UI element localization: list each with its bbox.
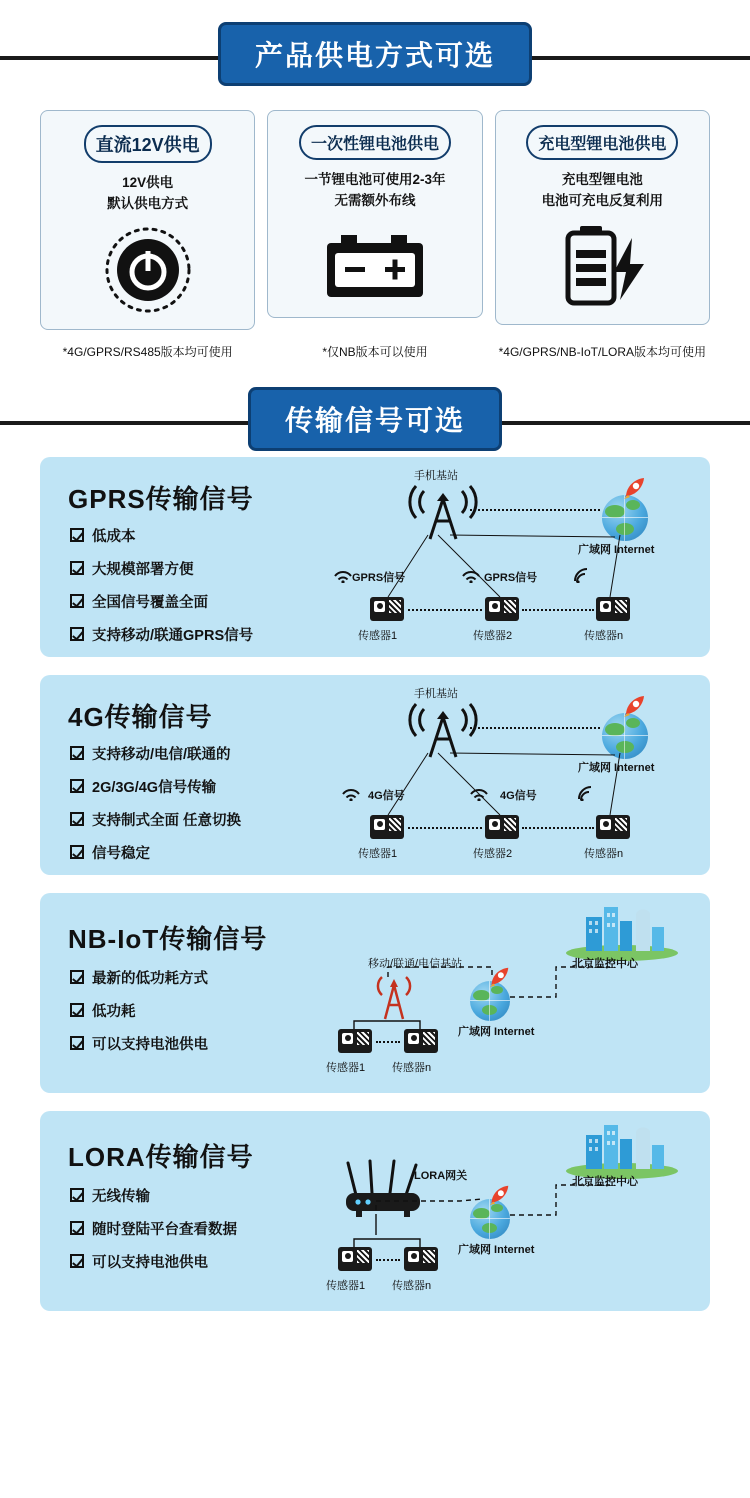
signal-feature-list (70, 967, 208, 1066)
center-label: 北京监控中心 (572, 957, 638, 970)
sensor-icon (338, 1247, 372, 1271)
sensor-icon (338, 1029, 372, 1053)
sensor-icon (404, 1247, 438, 1271)
power-card-primary-lithium (267, 110, 482, 318)
sensor-label: 传感器n (392, 1279, 432, 1292)
list-item (70, 842, 241, 863)
sensor-icon (596, 815, 630, 839)
sensor-label: 传感器1 (326, 1061, 366, 1074)
signal-feature-list (70, 743, 241, 875)
list-item (70, 776, 241, 797)
signal-card-gprs (40, 457, 710, 657)
power-desc-line2: 电池可充电反复利用 (541, 192, 664, 208)
tower-label: 移动/联通/电信基站 (368, 957, 463, 970)
signal-wave-icon (460, 567, 482, 581)
nbiot-diagram (320, 893, 710, 1093)
feature-label: 随时登陆平台查看数据 (92, 1221, 237, 1238)
signal-title: GPRS传输信号 (68, 483, 254, 514)
signal-feature-list (70, 1185, 237, 1284)
feature-label: 支持制式全面 任意切换 (92, 812, 242, 829)
list-item (70, 1251, 237, 1272)
rechargeable-battery-icon (554, 212, 650, 308)
list-item (70, 558, 253, 579)
signal-card-lora (40, 1111, 710, 1311)
internet-label: 广域网 Internet (578, 761, 655, 774)
feature-label: 低功耗 (92, 1003, 136, 1020)
sensor-icon (596, 597, 630, 621)
list-item (70, 1185, 237, 1206)
power-card-desc (542, 170, 664, 212)
signal-wave-icon (468, 785, 490, 799)
feature-label: 可以支持电池供电 (92, 1254, 208, 1271)
power-card-title: 直流12V供电 (84, 125, 212, 163)
check-icon (70, 845, 84, 859)
sensor-label: 传感器2 (473, 847, 513, 860)
power-card-desc (304, 170, 445, 212)
signal-title: 4G传输信号 (68, 701, 213, 732)
sensor-label: 传感器2 (473, 629, 513, 642)
feature-label: 大规模部署方便 (92, 561, 194, 578)
diagram-links (320, 1111, 710, 1311)
center-label: 北京监控中心 (572, 1175, 638, 1188)
check-icon (70, 1003, 84, 1017)
signal-title: LORA传输信号 (68, 1141, 254, 1172)
feature-label: 支持移动/电信/联通的 (92, 746, 231, 763)
feature-label: 最新的低功耗方式 (92, 970, 208, 987)
tower-label: 手机基站 (414, 687, 458, 700)
list-item (70, 1033, 208, 1054)
internet-label: 广域网 Internet (458, 1025, 535, 1038)
section-title-power: 产品供电方式可选 (218, 22, 532, 86)
tower-label: 手机基站 (414, 469, 458, 482)
check-icon (70, 1036, 84, 1050)
power-options-row (0, 92, 750, 330)
power-desc-line1: 一节锂电池可使用2-3年 (304, 172, 446, 187)
check-icon (70, 1254, 84, 1268)
sensor-label: 传感器1 (358, 847, 398, 860)
power-card-title: 一次性锂电池供电 (299, 125, 451, 160)
signal-title: NB-IoT传输信号 (68, 923, 268, 954)
sensor-chain (376, 1259, 400, 1261)
power-note: *4G/GPRS/RS485版本均可使用 (62, 344, 233, 359)
link-label-right: 4G信号 (500, 789, 537, 802)
fourg-diagram (320, 675, 710, 875)
list-item (70, 743, 241, 764)
link-label-right: GPRS信号 (484, 571, 538, 584)
signal-wave-icon (572, 567, 594, 581)
feature-label: 全国信号覆盖全面 (92, 594, 208, 611)
list-item (70, 591, 253, 612)
check-icon (70, 779, 84, 793)
feature-label: 支持移动/联通GPRS信号 (92, 627, 254, 644)
feature-label: 可以支持电池供电 (92, 1036, 208, 1053)
sensor-label: 传感器1 (358, 629, 398, 642)
check-icon (70, 970, 84, 984)
power-notes-row (0, 330, 750, 361)
list-item (70, 967, 208, 988)
sensor-icon (485, 815, 519, 839)
sensor-icon (370, 815, 404, 839)
sensor-chain (408, 827, 482, 829)
check-icon (70, 627, 84, 641)
sensor-label: 传感器n (392, 1061, 432, 1074)
sensor-label: 传感器n (584, 847, 624, 860)
feature-label: 无线传输 (92, 1188, 150, 1205)
check-icon (70, 812, 84, 826)
power-note: *4G/GPRS/NB-IoT/LORA版本均可使用 (498, 344, 706, 359)
power-desc-line2: 默认供电方式 (107, 195, 189, 211)
power-card-title: 充电型锂电池供电 (526, 125, 678, 160)
lora-diagram (320, 1111, 710, 1311)
power-button-icon (105, 215, 191, 313)
signal-wave-icon (576, 785, 598, 799)
feature-label: 低成本 (92, 528, 136, 545)
check-icon (70, 528, 84, 542)
sensor-icon (370, 597, 404, 621)
sensor-chain (376, 1041, 400, 1043)
signal-wave-icon (332, 567, 354, 581)
power-card-dc12v (40, 110, 255, 330)
power-desc-line1: 12V供电 (122, 175, 174, 190)
car-battery-icon (323, 217, 427, 301)
sensor-chain (522, 609, 594, 611)
list-item (70, 624, 253, 645)
sensor-label: 传感器1 (326, 1279, 366, 1292)
link-label-left: 4G信号 (368, 789, 405, 802)
section-banner-signal (0, 387, 750, 457)
signal-card-nbiot (40, 893, 710, 1093)
list-item (70, 1000, 208, 1021)
power-desc-line1: 充电型锂电池 (561, 172, 643, 187)
internet-label: 广域网 Internet (578, 543, 655, 556)
check-icon (70, 746, 84, 760)
power-card-desc (107, 173, 188, 215)
check-icon (70, 594, 84, 608)
feature-label: 2G/3G/4G信号传输 (92, 779, 217, 796)
check-icon (70, 1221, 84, 1235)
signal-card-4g (40, 675, 710, 875)
section-title-signal: 传输信号可选 (248, 387, 502, 451)
check-icon (70, 561, 84, 575)
feature-label: 信号稳定 (92, 845, 150, 862)
gprs-diagram (320, 457, 710, 657)
link-label-left: GPRS信号 (352, 571, 406, 584)
power-note: *仅NB版本可以使用 (322, 344, 428, 359)
sensor-chain (522, 827, 594, 829)
list-item (70, 1218, 237, 1239)
list-item (70, 525, 253, 546)
power-desc-line2: 无需额外布线 (334, 192, 416, 208)
internet-label: 广域网 Internet (458, 1243, 535, 1256)
diagram-links (320, 893, 710, 1093)
sensor-label: 传感器n (584, 629, 624, 642)
sensor-chain (408, 609, 482, 611)
list-item (70, 809, 241, 830)
sensor-icon (485, 597, 519, 621)
sensor-icon (404, 1029, 438, 1053)
section-banner-power (0, 22, 750, 92)
signal-feature-list (70, 525, 253, 657)
signal-wave-icon (340, 785, 362, 799)
check-icon (70, 1188, 84, 1202)
power-card-rechargeable-lithium (495, 110, 710, 325)
gateway-label: LORA网关 (414, 1169, 468, 1182)
